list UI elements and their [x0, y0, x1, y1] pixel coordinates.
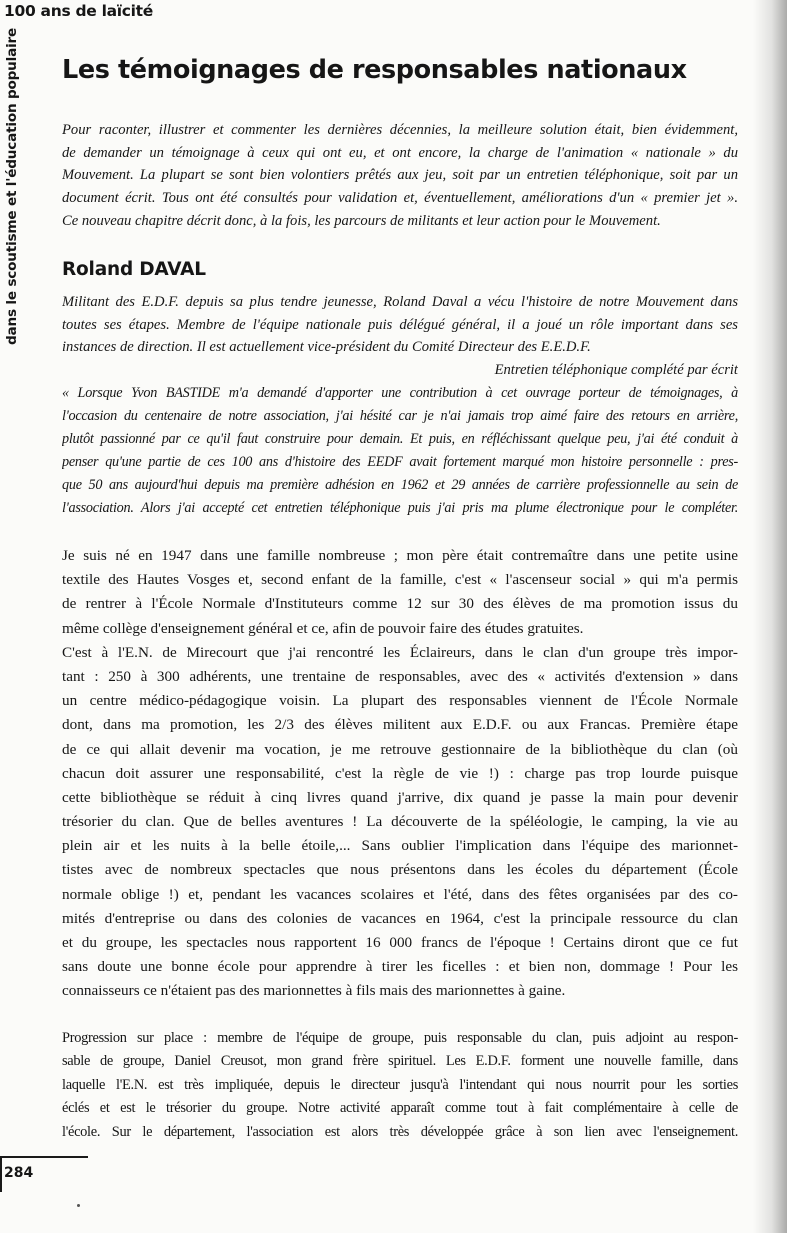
text-line: mités d'entreprise ou dans des colonies de vacances en 1964, c'est la principale ressource du clan	[62, 909, 738, 927]
text-line: l'école. Sur le département, l'association est alors très développée grâce à son lien avec l'enseignement.	[62, 1123, 738, 1140]
text-line: plein air et les nuits à la belle étoile,... Sans oublier l'implication dans l'équipe des marionnet-	[62, 837, 738, 855]
text-line: Mouvement. La plupart se sont bien volontiers prêtés aux jeu, soit par un entretien téléphonique, soit par un	[62, 167, 738, 184]
text-line: et du groupe, les spectacles nous rapportent 16 000 francs de l'époque ! Certains diront que ce fut	[62, 934, 738, 951]
page-number: 284	[4, 1165, 34, 1181]
text-line: Progression sur place : membre de l'équipe de groupe, puis responsable du clan, puis adjoint au respon-	[62, 1030, 738, 1046]
text-line: Ce nouveau chapitre décrit donc, à la fois, les parcours de militants et leur action pour le Mouvement.	[62, 212, 661, 229]
text-line: Militant des E.D.F. depuis sa plus tendre jeunesse, Roland Daval a vécu l'histoire de notre Mouvement dans	[62, 294, 738, 310]
text-line: toutes ses étapes. Membre de l'équipe nationale puis délégué général, il a joué un rôle important dans ses	[62, 316, 738, 333]
text-line: sable de groupe, Daniel Creusot, mon grand frère spirituel. Les E.D.F. forment une nouvelle famille, dans	[62, 1053, 738, 1070]
text-line: un centre médico-pédagogique voisin. La plupart des responsables viennent de l'École Normale	[62, 692, 738, 710]
running-head: 100 ans de laïcité	[4, 2, 153, 20]
text-line: penser qu'une partie de ces 100 ans d'histoire des EEDF avait fortement marqué mon histoire personnelle : pres-	[62, 454, 738, 470]
text-line: sans doute une bonne école pour apprendre à tirer les ficelles : et bien non, dommage ! Pour les	[62, 958, 738, 976]
intro-paragraph	[62, 119, 738, 232]
text-line: Pour raconter, illustrer et commenter les dernières décennies, la meilleure solution était, bien évidemment,	[62, 122, 738, 138]
bio-paragraph	[62, 291, 738, 359]
body-paragraph-1	[62, 544, 738, 1004]
text-line: éclés et est le trésorier du groupe. Notre activité apparaît comme tout à fait complémentaire à celle de	[62, 1100, 738, 1117]
text-line: l'occasion du centenaire de notre association, j'ai hésité car je n'ai jamais trop aimé faire des retours en arrière,	[62, 408, 738, 424]
quote-paragraph	[62, 382, 738, 520]
page-title: Les témoignages de responsables nationaux	[62, 55, 687, 85]
text-line: tistes avec de nombreux spectacles que nous présentons dans les écoles du département (École	[62, 861, 738, 879]
text-line: tant : 250 à 300 adhérents, une trentaine de responsables, avec des « activités d'extension » dans	[62, 667, 738, 685]
text-line: de demander un témoignage à ceux qui ont eu, et ont encore, la charge de l'animation « nationale » du	[62, 144, 738, 161]
text-line: textile des Hautes Vosges et, second enfant de la famille, c'est « l'ascenseur social » qui m'a permis	[62, 571, 738, 589]
source-note-text: Entretien téléphonique complété par écrit	[494, 362, 738, 378]
text-line: cette bibliothèque se réduit à cinq livres quand j'arrive, dix quand je passe la main pour devenir	[62, 788, 738, 806]
text-line: de ce qui allait devenir ma vocation, je me retrouve gestionnaire de la bibliothèque du clan (où	[62, 740, 738, 758]
text-line: Je suis né en 1947 dans une famille nombreuse ; mon père était contremaître dans une petite usine	[62, 547, 738, 564]
body-paragraph-2	[62, 1027, 738, 1144]
text-line: l'association. Alors j'ai accepté cet entretien téléphonique puis j'ai pris ma plume électronique pour le compléter.	[62, 500, 738, 516]
footer-rule-vertical	[0, 1156, 2, 1192]
text-line: plutôt passionné par ce qu'il faut construire pour demain. Et puis, en réfléchissant quelque peu, j'ai été conduit à	[62, 431, 738, 447]
text-line: laquelle l'E.N. est très impliquée, depuis le directeur jusqu'à l'intendant qui nous nourrit pour les sorties	[62, 1076, 738, 1093]
text-line: que 50 ans aujourd'hui depuis ma première adhésion en 1962 et 29 années de carrière professionnelle au sein de	[62, 477, 738, 493]
text-line: trésorier du clan. Que de belles aventures ! La découverte de la spéléologie, le camping, la vie au	[62, 813, 738, 831]
text-line: chacun doit assurer une responsabilité, c'est la règle de vie !) : charge pas trop lourde puisque	[62, 764, 738, 782]
scan-speck	[77, 1204, 80, 1207]
text-line: de rentrer à l'École Normale d'Instituteurs comme 12 sur 30 des élèves de ma promotion issus du	[62, 595, 738, 613]
text-line: même collège d'enseignement général et ce, afin de pouvoir faire des études gratuites.	[62, 619, 584, 637]
text-line: normale oblige !) et, pendant les vacances scolaires et l'été, dans des fêtes organisées par des co-	[62, 885, 738, 903]
text-line: dont, dans ma promotion, les 2/3 des élèves militent aux E.D.F. ou aux Francas. Première étape	[62, 716, 738, 734]
text-line: document écrit. Tous ont été consultés pour validation et, éventuellement, améliorations d'un « premier jet ».	[62, 190, 738, 207]
text-line: instances de direction. Il est actuellement vice-président du Comité Directeur des E.E.D.F.	[62, 339, 591, 356]
page-edge-shadow	[753, 0, 787, 1233]
text-line: C'est à l'E.N. de Mirecourt que j'ai rencontré les Éclaireurs, dans le clan d'un groupe très impor-	[62, 643, 738, 661]
section-heading: Roland DAVAL	[62, 259, 206, 280]
text-line: « Lorsque Yvon BASTIDE m'a demandé d'apporter une contribution à cet ouvrage porteur de témoignages, à	[62, 385, 738, 401]
vertical-book-title: dans le scoutisme et l'éducation populaire	[4, 27, 20, 345]
text-line: connaisseurs ce n'étaient pas des marionnettes à fils mais des marionnettes à gaine.	[62, 982, 566, 1000]
source-note	[62, 359, 738, 382]
footer-rule-horizontal	[0, 1156, 88, 1158]
